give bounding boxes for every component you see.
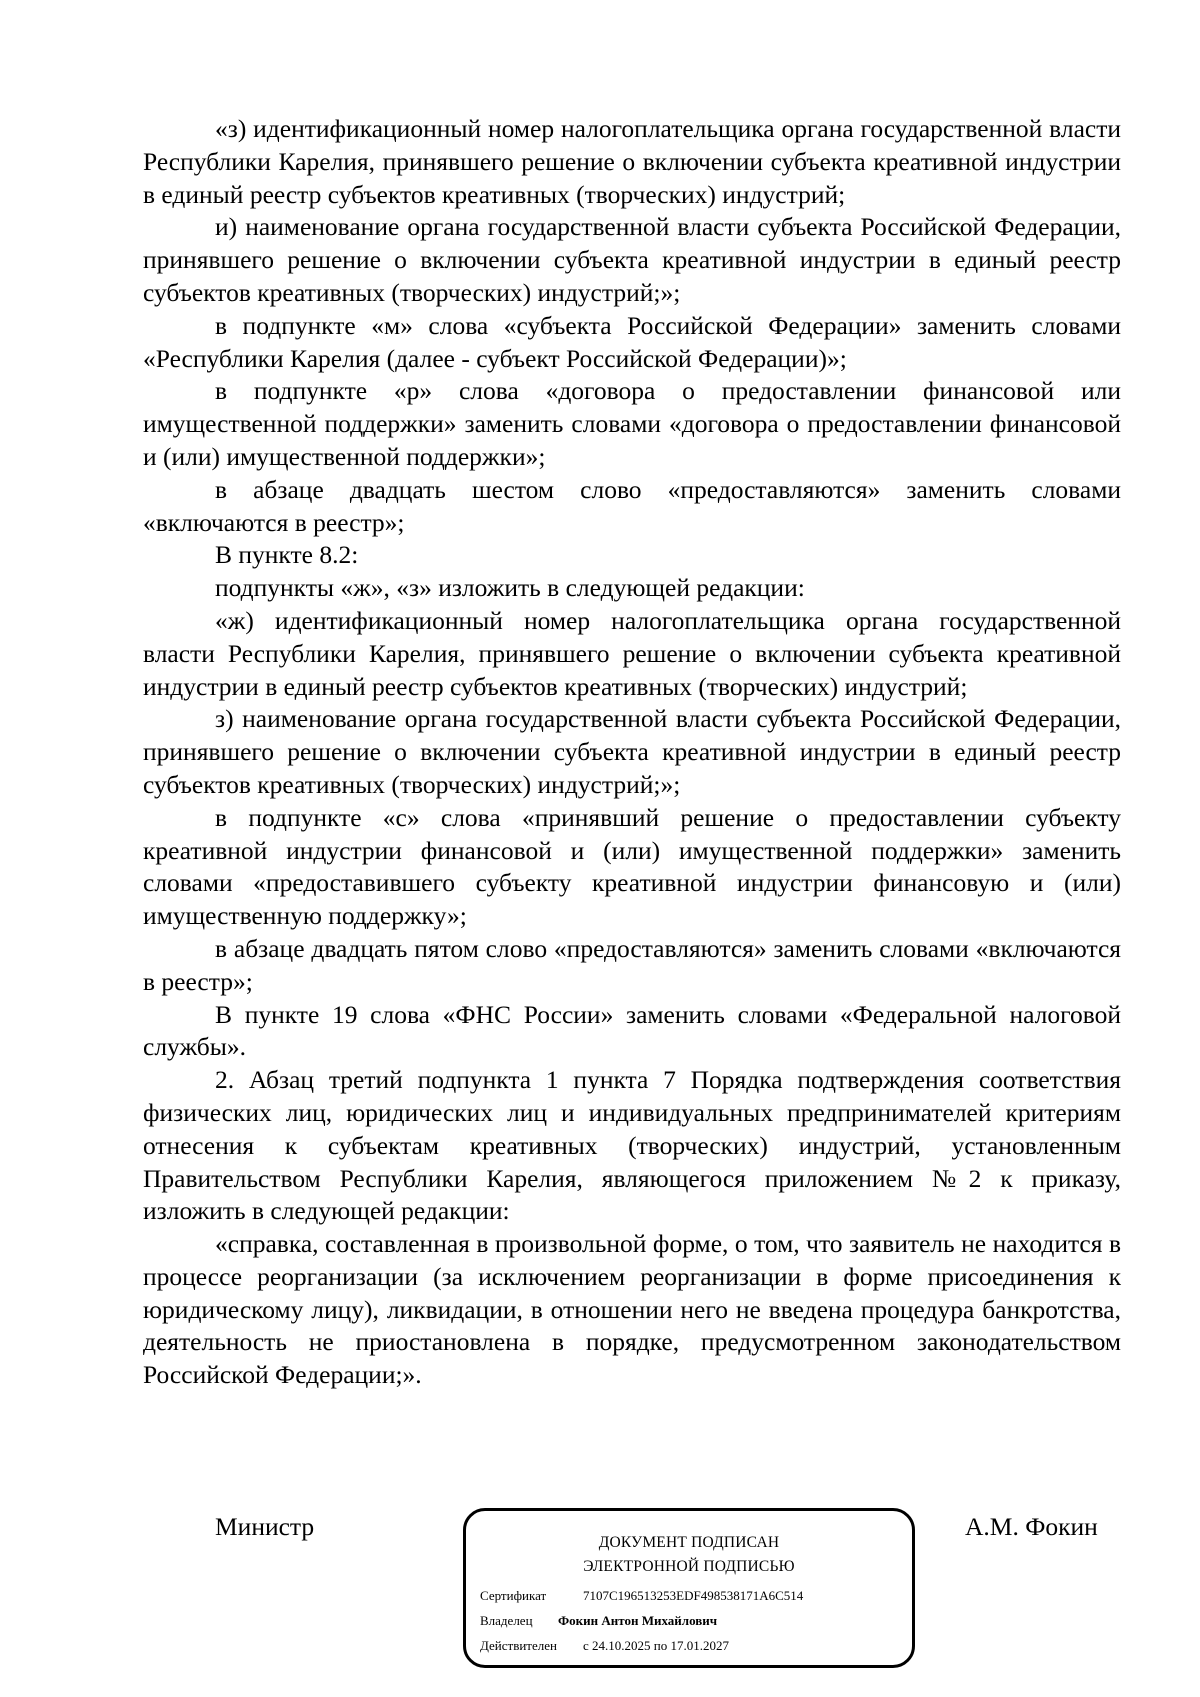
stamp-validity-value: с 24.10.2025 по 17.01.2027 (583, 1638, 729, 1653)
paragraph-point-19: В пункте 19 слова «ФНС России» заменить словами «Федеральной налоговой службы». (143, 999, 1121, 1062)
signer-title: Министр (215, 1512, 315, 1541)
paragraph-item-z: «з) идентификационный номер налогоплательщика органа государственной власти Республики Карелия, принявшего решение о включении субъекта креативной индустрии в единый реестр субъектов креативных (творческих) индустрий; (143, 114, 1121, 209)
paragraph-point-8-2: В пункте 8.2: (215, 540, 359, 570)
paragraph-item-z-2: з) наименование органа государственной власти субъекта Российской Федерации, принявшего решение о включении субъекта креативной индустрии в единый реестр субъектов креативных (творческих) индустрий;»; (143, 704, 1121, 799)
stamp-certificate-value: 7107C196513253EDF498538171A6C514 (583, 1588, 804, 1603)
paragraph-section-2: 2. Абзац третий подпункта 1 пункта 7 Порядка подтверждения соответствия физических лиц, юридических лиц и индивидуальных предпринимателей критериям отнесения к субъектам креативных (творческих) индустрий, установленным Правительством Республики Карелия, являющегося приложением №2 к приказу, изложить в следующей редакции: (143, 1065, 1121, 1226)
paragraph-certificate-text: «справка, составленная в произвольной форме, о том, что заявитель не находится в процессе реорганизации (за исключением реорганизации в форме присоединения к юридическому лицу), ликвидации, в отношении него не введена процедура банкротства, деятельность не приостановлена в порядке, предусмотренном законодательством Российской Федерации;». (143, 1229, 1121, 1390)
stamp-validity-row (480, 1637, 729, 1655)
stamp-owner-value: Фокин Антон Михайлович (558, 1613, 718, 1628)
document-body (143, 113, 1121, 1392)
stamp-certificate-row (480, 1587, 803, 1605)
stamp-certificate-label: Сертификат (480, 1588, 547, 1603)
paragraph-item-i: и) наименование органа государственной власти субъекта Российской Федерации, принявшего решение о включении субъекта креативной индустрии в единый реестр субъектов креативных (творческих) индустрий;»; (143, 212, 1121, 307)
paragraph-subitems-zh-z: подпункты «ж», «з» изложить в следующей редакции: (215, 573, 805, 603)
paragraph-subitem-m: в подпункте «м» слова «субъекта Российской Федерации» заменить словами «Республики Карелия (далее - субъект Российской Федерации)»; (143, 310, 1121, 373)
stamp-title-line-1: ДОКУМЕНТ ПОДПИСАН (598, 1534, 780, 1551)
stamp-validity-label: Действителен (480, 1638, 557, 1653)
signer-name: А.М. Фокин (965, 1512, 1098, 1541)
paragraph-subitem-s: в подпункте «с» слова «принявший решение о предоставлении субъекту креативной индустрии финансовой и (или) имущественной поддержки» заменить словами «предоставившего субъекту креативной индустрии финансовую и (или) имущественную поддержку»; (143, 802, 1121, 931)
stamp-owner-row (480, 1612, 717, 1630)
signature-block (0, 1500, 1200, 1680)
paragraph-abzac-25: в абзаце двадцать пятом слово «предоставляются» заменить словами «включаются в реестр»; (143, 933, 1121, 996)
stamp-title (466, 1531, 912, 1579)
paragraph-item-zh: «ж) идентификационный номер налогоплательщика органа государственной власти Республики Карелия, принявшего решение о включении субъекта креативной индустрии в единый реестр субъектов креативных (творческих) индустрий; (143, 605, 1121, 701)
electronic-signature-stamp (463, 1508, 915, 1668)
stamp-owner-label: Владелец (480, 1613, 533, 1628)
paragraph-subitem-r: в подпункте «р» слова «договора о предоставлении финансовой или имущественной поддержки» заменить словами «договора о предоставлении финансовой и (или) имущественной поддержки»; (143, 376, 1121, 471)
paragraph-abzac-26: в абзаце двадцать шестом слово «предоставляются» заменить словами «включаются в реестр»; (143, 474, 1121, 537)
stamp-title-line-2: ЭЛЕКТРОННОЙ ПОДПИСЬЮ (583, 1558, 795, 1575)
